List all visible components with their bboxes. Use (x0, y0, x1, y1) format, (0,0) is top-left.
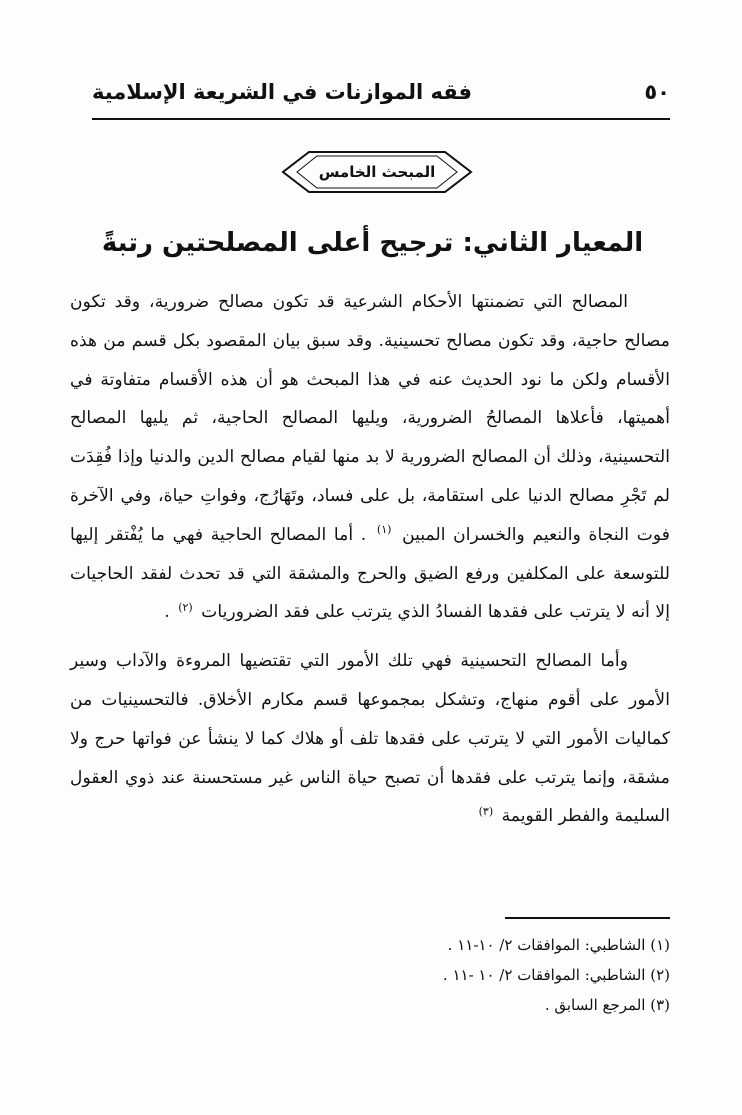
header-divider (92, 118, 670, 120)
page-number: ٥٠ (644, 80, 670, 104)
section-label-frame (281, 150, 473, 194)
paragraph-text: المصالح التي تضمنتها الأحكام الشرعية قد تكون مصالح ضرورية، وقد تكون مصالح حاجية، وقد تكون مصالح تحسينية. وقد سبق بيان المقصود بكل قسم من هذه الأقسام ولكن ما نود الحديث عنه في هذا المبحث هو أن هذه الأقسام متفاوتة في أهميتها، فأعلاها المصالحُ الضرورية، ويليها المصالح الحاجية، ثم يليها المصالح التحسينية، وذلك أن المصالح الضرورية لا بد منها لقيام مصالح الدين والدنيا وإذا فُقِدَت لم تَجْرِ مصالح الدنيا على استقامة، بل على فساد، وتَهَارُج، وفواتِ حياة، وفي الآخرة فوت النجاة والنعيم والخسران المبين (70, 292, 671, 545)
footnote-ref-2: (٢) (178, 600, 193, 614)
paragraph-1 (70, 283, 670, 632)
footnote-ref-1: (١) (376, 523, 392, 537)
page-header (92, 72, 670, 112)
footnote-1: (١) الشاطبي: الموافقات ٢/ ١٠-١١ . (447, 936, 670, 954)
footnote-2: (٢) الشاطبي: الموافقات ٢/ ١٠ -١١ . (442, 966, 670, 984)
paragraph-text: . أما المصالح الحاجية فهي ما يُفْتقر إليها للتوسعة على المكلفين ورفع الضيق والحرج والمشقة التي قد تحدث لفقد الحاجيات إلا أنه لا يترتب على فقدها الفسادُ الذي يترتب على فقد الضروريات (70, 524, 670, 623)
footnotes (70, 930, 670, 1020)
footnote-3: (٣) المرجع السابق . (544, 996, 670, 1014)
book-title: فقه الموازنات في الشريعة الإسلامية (92, 80, 473, 104)
paragraph-text: وأما المصالح التحسينية فهي تلك الأمور التي تقتضيها المروءة والآداب وسير الأمور على أقوم منهاج، وتشكل بمجموعها قسم مكارم الأخلاق. فالتحسينيات من كماليات الأمور التي لا يترتب على فقدها تلف أو هلاك كما لا ينشأ عن فواتها حرج ولا مشقة، وإنما يترتب على فقدها أن تصبح حياة الناس غير مستحسنة عند ذوي العقول السليمة والفطر القويمة (70, 651, 670, 827)
paragraph-2 (70, 642, 670, 836)
footnote-divider (505, 917, 670, 919)
chapter-heading: المعيار الثاني: ترجيح أعلى المصلحتين رتبةً (101, 228, 644, 258)
section-label: المبحث الخامس (318, 163, 436, 181)
body-text (70, 283, 670, 836)
footnote-ref-3: (٣) (478, 804, 494, 818)
paragraph-end: . (164, 602, 170, 623)
